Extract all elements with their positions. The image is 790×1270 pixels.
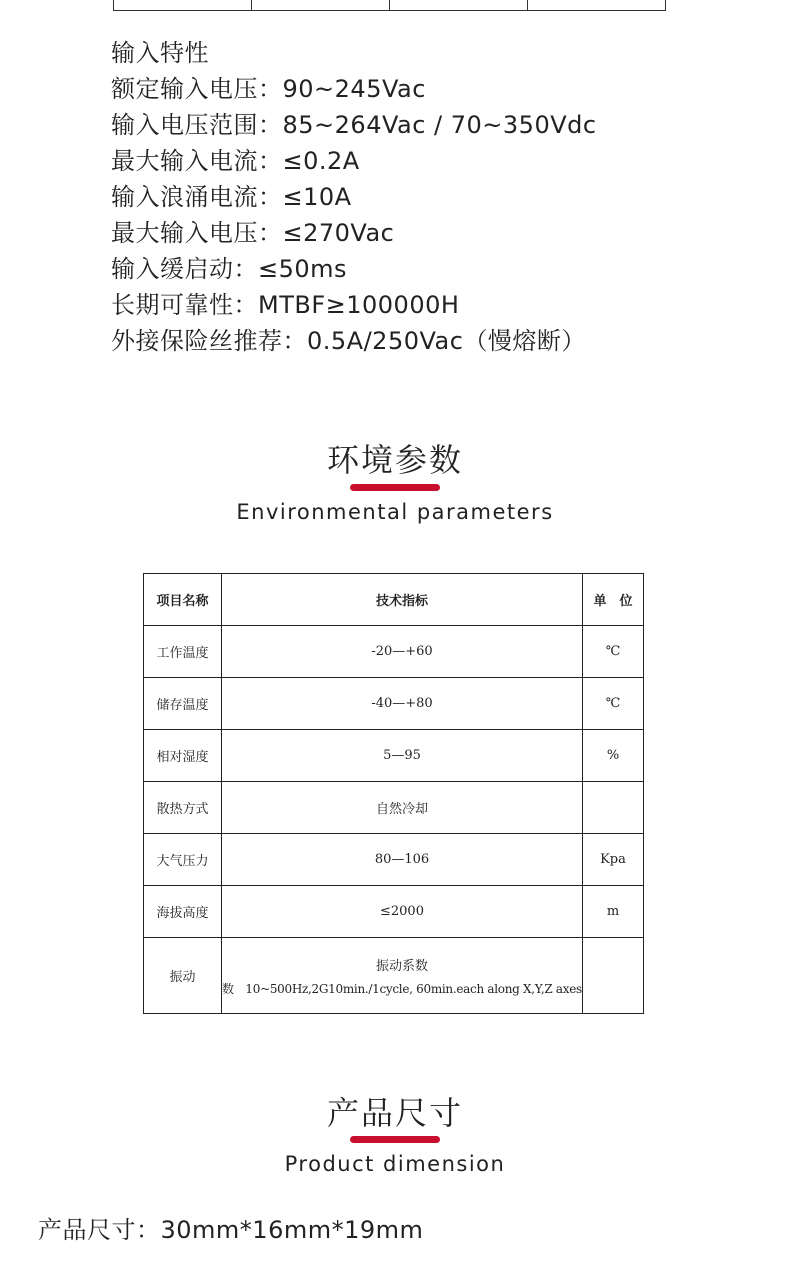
spec-value: ≤0.2A bbox=[282, 147, 360, 175]
spec-max-input-voltage bbox=[111, 215, 597, 251]
env-section-title: 环境参数 bbox=[326, 441, 463, 479]
header-spec: 技术指标 bbox=[222, 574, 583, 626]
dim-section-accent-bar bbox=[350, 1136, 440, 1143]
cell-item: 海拔高度 bbox=[144, 886, 222, 938]
previous-table-bottom bbox=[113, 0, 666, 11]
product-dimension-line bbox=[38, 1212, 423, 1248]
dim-section-subtitle: Product dimension bbox=[284, 1152, 506, 1176]
spec-value: 0.5A/250Vac（慢熔断） bbox=[307, 327, 586, 355]
input-specs-heading: 输入特性 bbox=[111, 39, 209, 67]
spec-value: 85~264Vac / 70~350Vdc bbox=[282, 111, 597, 139]
spec-fuse bbox=[111, 323, 597, 359]
dimension-value: 30mm*16mm*19mm bbox=[160, 1216, 424, 1244]
spec-inrush-current bbox=[111, 179, 597, 215]
spec-value: ≤270Vac bbox=[282, 219, 395, 247]
table-row bbox=[144, 626, 644, 678]
cell-unit: % bbox=[583, 730, 644, 782]
cell-item: 大气压力 bbox=[144, 834, 222, 886]
dimension-label: 产品尺寸： bbox=[38, 1216, 161, 1244]
table-header-row bbox=[144, 574, 644, 626]
spec-value: MTBF≥100000H bbox=[258, 291, 460, 319]
spec-label: 长期可靠性： bbox=[111, 291, 258, 319]
cell-spec: -20—+60 bbox=[222, 626, 583, 678]
cell-spec: 自然冷却 bbox=[222, 782, 583, 834]
header-unit: 单 位 bbox=[583, 574, 644, 626]
cell-item: 散热方式 bbox=[144, 782, 222, 834]
cell-spec: ≤2000 bbox=[222, 886, 583, 938]
spec-label: 输入电压范围： bbox=[111, 111, 283, 139]
cell-item: 相对湿度 bbox=[144, 730, 222, 782]
table-row-vibration bbox=[144, 938, 644, 1014]
spec-value: ≤10A bbox=[282, 183, 352, 211]
cell-unit bbox=[583, 782, 644, 834]
spec-label: 输入浪涌电流： bbox=[111, 183, 283, 211]
cell-unit: Kpa bbox=[583, 834, 644, 886]
table-row bbox=[144, 834, 644, 886]
cell-spec: 5—95 bbox=[222, 730, 583, 782]
table-row bbox=[144, 886, 644, 938]
table-row bbox=[144, 730, 644, 782]
cell-unit: ℃ bbox=[583, 626, 644, 678]
header-item: 项目名称 bbox=[144, 574, 222, 626]
table-row bbox=[144, 678, 644, 730]
spec-input-voltage-range bbox=[111, 107, 597, 143]
spec-label: 额定输入电压： bbox=[111, 75, 283, 103]
cell-spec bbox=[222, 938, 583, 1014]
spec-value: ≤50ms bbox=[258, 255, 348, 283]
cell-spec: 80—106 bbox=[222, 834, 583, 886]
dim-section-title: 产品尺寸 bbox=[326, 1094, 463, 1132]
spec-rated-input-voltage bbox=[111, 71, 597, 107]
spec-soft-start bbox=[111, 251, 597, 287]
spec-label: 输入缓启动： bbox=[111, 255, 258, 283]
cell-item: 振动 bbox=[144, 938, 222, 1014]
cell-unit bbox=[583, 938, 644, 1014]
env-section-accent-bar bbox=[350, 484, 440, 491]
env-section-subtitle: Environmental parameters bbox=[236, 500, 554, 524]
spec-label: 最大输入电流： bbox=[111, 147, 283, 175]
spec-value: 90~245Vac bbox=[282, 75, 426, 103]
cell-item: 工作温度 bbox=[144, 626, 222, 678]
vibration-spec-title: 振动系数 bbox=[375, 958, 428, 974]
cell-unit: ℃ bbox=[583, 678, 644, 730]
input-characteristics bbox=[111, 35, 597, 359]
table-row bbox=[144, 782, 644, 834]
spec-label: 外接保险丝推荐： bbox=[111, 327, 307, 355]
spec-max-input-current bbox=[111, 143, 597, 179]
spec-label: 最大输入电压： bbox=[111, 219, 283, 247]
spec-reliability bbox=[111, 287, 597, 323]
cell-unit: m bbox=[583, 886, 644, 938]
vibration-spec-detail: 数 10~500Hz,2G10min./1cycle, 60min.each along X,Y,Z axes bbox=[222, 981, 582, 996]
environment-table bbox=[143, 573, 644, 1014]
cell-item: 储存温度 bbox=[144, 678, 222, 730]
cell-spec: -40—+80 bbox=[222, 678, 583, 730]
